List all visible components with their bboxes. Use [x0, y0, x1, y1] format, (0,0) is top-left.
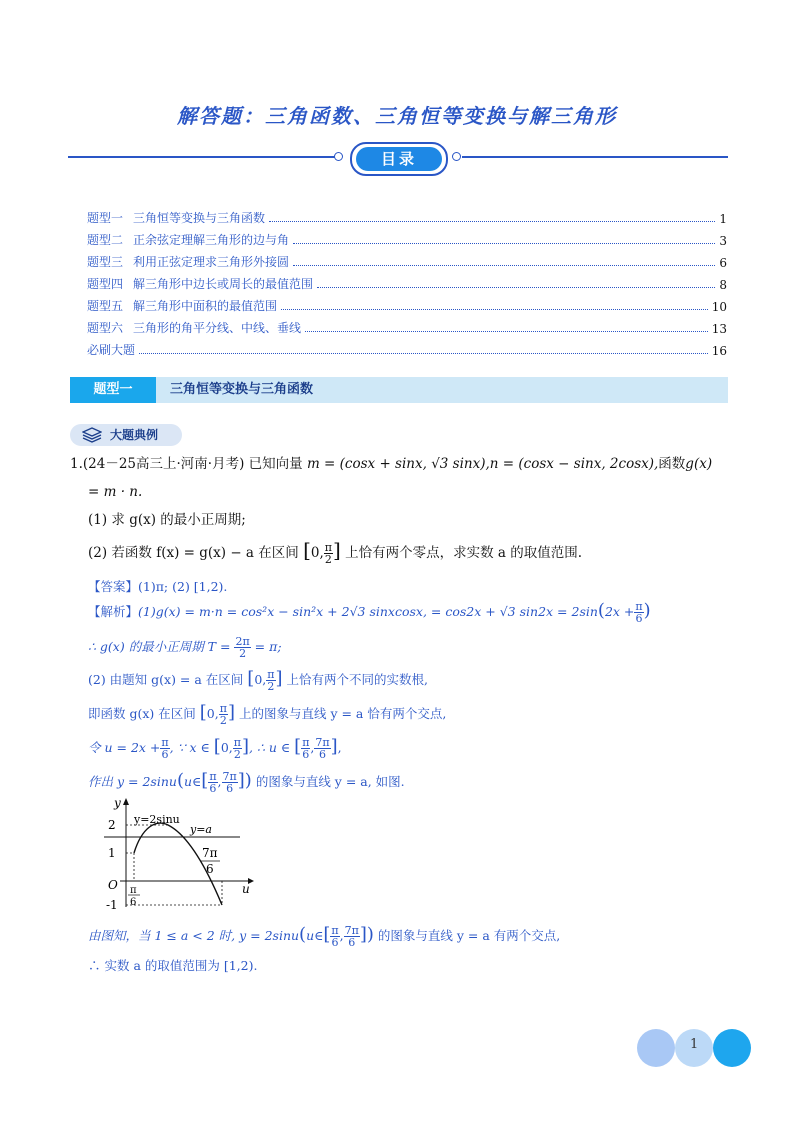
toc-leader [269, 221, 715, 222]
analysis-text: (1)g(x) = m·n = cos²x − sin²x + 2√3 sinxcosx, = cos2x + √3 sin2x = 2sin [138, 604, 598, 619]
problem-number: 1. [70, 456, 83, 472]
toc-leader [281, 309, 708, 310]
answer-tag: 【答案】 [88, 579, 139, 594]
frac-num: 7π [222, 770, 237, 783]
page-circle-left [637, 1029, 675, 1067]
frac-num: π [635, 600, 643, 613]
toc-item-label: 解三角形中边长或周长的最值范围 [133, 277, 314, 291]
analysis-line2 [88, 636, 282, 659]
frac-den: 2 [233, 748, 241, 761]
toc-leader [305, 331, 708, 332]
vector-m: m = (cosx + sinx, √3 sinx), [306, 456, 490, 472]
interval-start: 0, [206, 706, 219, 721]
origin-label: O [108, 878, 118, 892]
analysis-line6: 作出 y = 2sinu(u∈[ $\frac{\pi}{6}$ , $\frac{7\pi}{6}$ ]) 的图象与直线 y = a, 如图. [88, 770, 405, 795]
analysis-text: (2) 由题知 g(x) = a 在区间 [88, 672, 244, 687]
toc-item[interactable] [87, 270, 727, 292]
toc-item[interactable] [87, 248, 727, 270]
problem-part2: (2) 若函数 f(x) = g(x) − a 在区间 [0, $\frac{\pi}{2}$ ] 上恰有两个零点，求实数 a 的取值范围. [88, 538, 583, 566]
toc-item-tag: 题型五 [87, 299, 124, 313]
x-tick1-den: 6 [130, 897, 137, 908]
analysis-text: = π; [254, 639, 282, 654]
sine-graph [98, 795, 258, 915]
page-circle-right [713, 1029, 751, 1067]
tick-m1: -1 [106, 898, 118, 912]
toc-item-tag: 题型一 [87, 211, 124, 225]
frac-den: 6 [302, 748, 310, 761]
analysis-text: 即函数 g(x) 在区间 [88, 706, 196, 721]
toc-item-page: 3 [719, 234, 727, 248]
example-label-text: 大题典例 [110, 428, 159, 442]
frac-num: π [209, 770, 217, 783]
toc-divider-dot-right [452, 152, 461, 161]
toc-badge-label: 目录 [356, 147, 442, 171]
x-tick2-den: 6 [206, 862, 214, 876]
frac-num: π [161, 736, 169, 749]
frac-num: π [324, 541, 333, 554]
tick-1: 1 [108, 846, 116, 860]
toc-item-page: 1 [719, 212, 727, 226]
page-number: 1 [690, 1037, 699, 1052]
y-axis-label: y [114, 796, 121, 810]
frac-num: π [267, 668, 275, 681]
toc-leader [139, 353, 708, 354]
toc-badge [350, 142, 448, 176]
analysis-text: ∴ g(x) 的最小正周期 T = [88, 639, 231, 654]
toc-item-label: 必刷大题 [87, 343, 136, 357]
x-tick2-num: 7π [202, 846, 218, 860]
interval-start: 0, [310, 545, 324, 561]
toc-item-page: 13 [711, 322, 727, 336]
toc-item-page: 8 [719, 278, 727, 292]
toc-divider-left [68, 156, 336, 158]
toc-divider-right [462, 156, 728, 158]
analysis-text: , ∴ u ∈ [249, 740, 291, 755]
analysis-line3: (2) 由题知 g(x) = a 在区间 [0, $\frac{\pi}{2}$ ] 上恰有两个不同的实数根, [88, 668, 428, 693]
frac-num: 7π [344, 924, 359, 937]
analysis-tag: 【解析】 [88, 604, 139, 619]
frac-num: 2π [235, 635, 250, 648]
frac-den: 2 [324, 553, 332, 566]
frac-den: 2 [219, 714, 227, 727]
toc-item[interactable] [87, 336, 727, 358]
interval-start: 0, [220, 740, 233, 755]
analysis-text: , ∵ x ∈ [169, 740, 210, 755]
toc-item[interactable] [87, 314, 727, 336]
x-tick1-num: π [130, 885, 137, 896]
part2-text: (2) 若函数 f(x) = g(x) − a 在区间 [88, 545, 299, 561]
toc-item-page: 10 [711, 300, 727, 314]
toc-item-label: 正余弦定理解三角形的边与角 [133, 233, 290, 247]
analysis-text: 上的图象与直线 y = a 恰有两个交点, [238, 706, 447, 721]
toc-item[interactable] [87, 204, 727, 226]
toc-item-label: 三角恒等变换与三角函数 [133, 211, 266, 225]
answer-line [88, 577, 227, 595]
line-label: y=a [190, 823, 212, 836]
problem-source: (24－25高三上·河南·月考) [82, 456, 245, 472]
frac-den: 2 [239, 647, 247, 660]
frac-den: 2 [267, 680, 275, 693]
page-title: 解答题：三角函数、三角恒等变换与解三角形 [177, 104, 617, 128]
section-title: 三角恒等变换与三角函数 [170, 382, 314, 397]
toc-item-label: 利用正弦定理求三角形外接圆 [133, 255, 290, 269]
toc-leader [293, 265, 715, 266]
analysis-text: 上恰有两个不同的实数根, [286, 672, 428, 687]
analysis-text: 2x + [604, 604, 635, 619]
frac-num: π [302, 736, 310, 749]
frac-den: 6 [348, 936, 356, 949]
frac-num: π [331, 924, 339, 937]
toc-item-tag: 题型二 [87, 233, 124, 247]
problem-g: g(x) [685, 456, 713, 472]
analysis-line4: 即函数 g(x) 在区间 [0, $\frac{\pi}{2}$ ] 上的图象与直线 y = a 恰有两个交点, [88, 702, 447, 727]
toc-item-tag: 题型三 [87, 255, 124, 269]
part2-text: 上恰有两个零点，求实数 a 的取值范围. [345, 545, 583, 561]
section-tag: 题型一 [70, 377, 156, 403]
toc-item-label: 解三角形中面积的最值范围 [133, 299, 278, 313]
frac-den: 6 [209, 782, 217, 795]
frac-den: 6 [161, 748, 169, 761]
frac-num: π [219, 702, 227, 715]
analysis-line1: 【解析】(1)g(x) = m·n = cos²x − sin²x + 2√3 sinxcosx, = cos2x + √3 sin2x = 2sin(2x + $\frac{\pi}{6}$ ) [88, 600, 651, 625]
frac-num: π [233, 736, 241, 749]
toc-item-page: 16 [711, 344, 727, 358]
analysis-line7: 由图知，当 1 ≤ a < 2 时, y = 2sinu(u∈[ $\frac{\pi}{6}$ , $\frac{7\pi}{6}$ ]) 的图象与直线 y = a 有两个交点, [88, 924, 561, 949]
analysis-text: 令 u = 2x + [88, 740, 161, 755]
frac-den: 6 [319, 748, 327, 761]
toc-leader [293, 243, 715, 244]
frac-den: 6 [635, 612, 643, 625]
u-axis-label: u [242, 882, 250, 896]
table-of-contents [87, 204, 727, 358]
analysis-text: 由图知，当 1 ≤ a < 2 时, y = 2sinu [88, 928, 300, 943]
frac-den: 6 [226, 782, 234, 795]
problem-text: 已知向量 [248, 456, 303, 472]
example-label [70, 424, 182, 446]
curve-label: y=2sinu [134, 813, 180, 826]
problem-stem [70, 454, 730, 474]
analysis-line8: ∴ 实数 a 的取值范围为 [1,2). [88, 958, 258, 973]
toc-divider-dot-left [334, 152, 343, 161]
analysis-text: 作出 y = 2sinu [88, 774, 177, 789]
toc-item-tag: 题型四 [87, 277, 124, 291]
toc-item-page: 6 [719, 256, 727, 270]
toc-item[interactable] [87, 226, 727, 248]
toc-item[interactable] [87, 292, 727, 314]
vector-n: n = (cosx − sinx, 2cosx), [489, 456, 659, 472]
toc-leader [317, 287, 715, 288]
section-header [70, 377, 728, 403]
analysis-text: 的图象与直线 y = a, 如图. [255, 774, 405, 789]
problem-part1: (1) 求 g(x) 的最小正周期; [88, 512, 246, 528]
frac-num: 7π [315, 736, 330, 749]
interval-start: 0, [254, 672, 267, 687]
answer-text: (1)π; (2) [1,2). [138, 579, 228, 594]
analysis-text: 的图象与直线 y = a 有两个交点, [377, 928, 561, 943]
analysis-line5: 令 u = 2x + $\frac{\pi}{6}$ , ∵ x ∈ [0, $\frac{\pi}{2}$ ], ∴ u ∈ [ $\frac{\pi}{6}$ , $\frac{7\pi}{6}$ ], [88, 736, 342, 761]
problem-text: 函数 [658, 456, 686, 472]
layers-icon [82, 427, 102, 443]
tick-2: 2 [108, 818, 116, 832]
toc-item-label: 三角形的角平分线、中线、垂线 [133, 321, 302, 335]
y-axis-arrow [123, 798, 129, 805]
toc-item-tag: 题型六 [87, 321, 124, 335]
problem-line2: = m · n. [88, 484, 143, 500]
frac-den: 6 [331, 936, 339, 949]
